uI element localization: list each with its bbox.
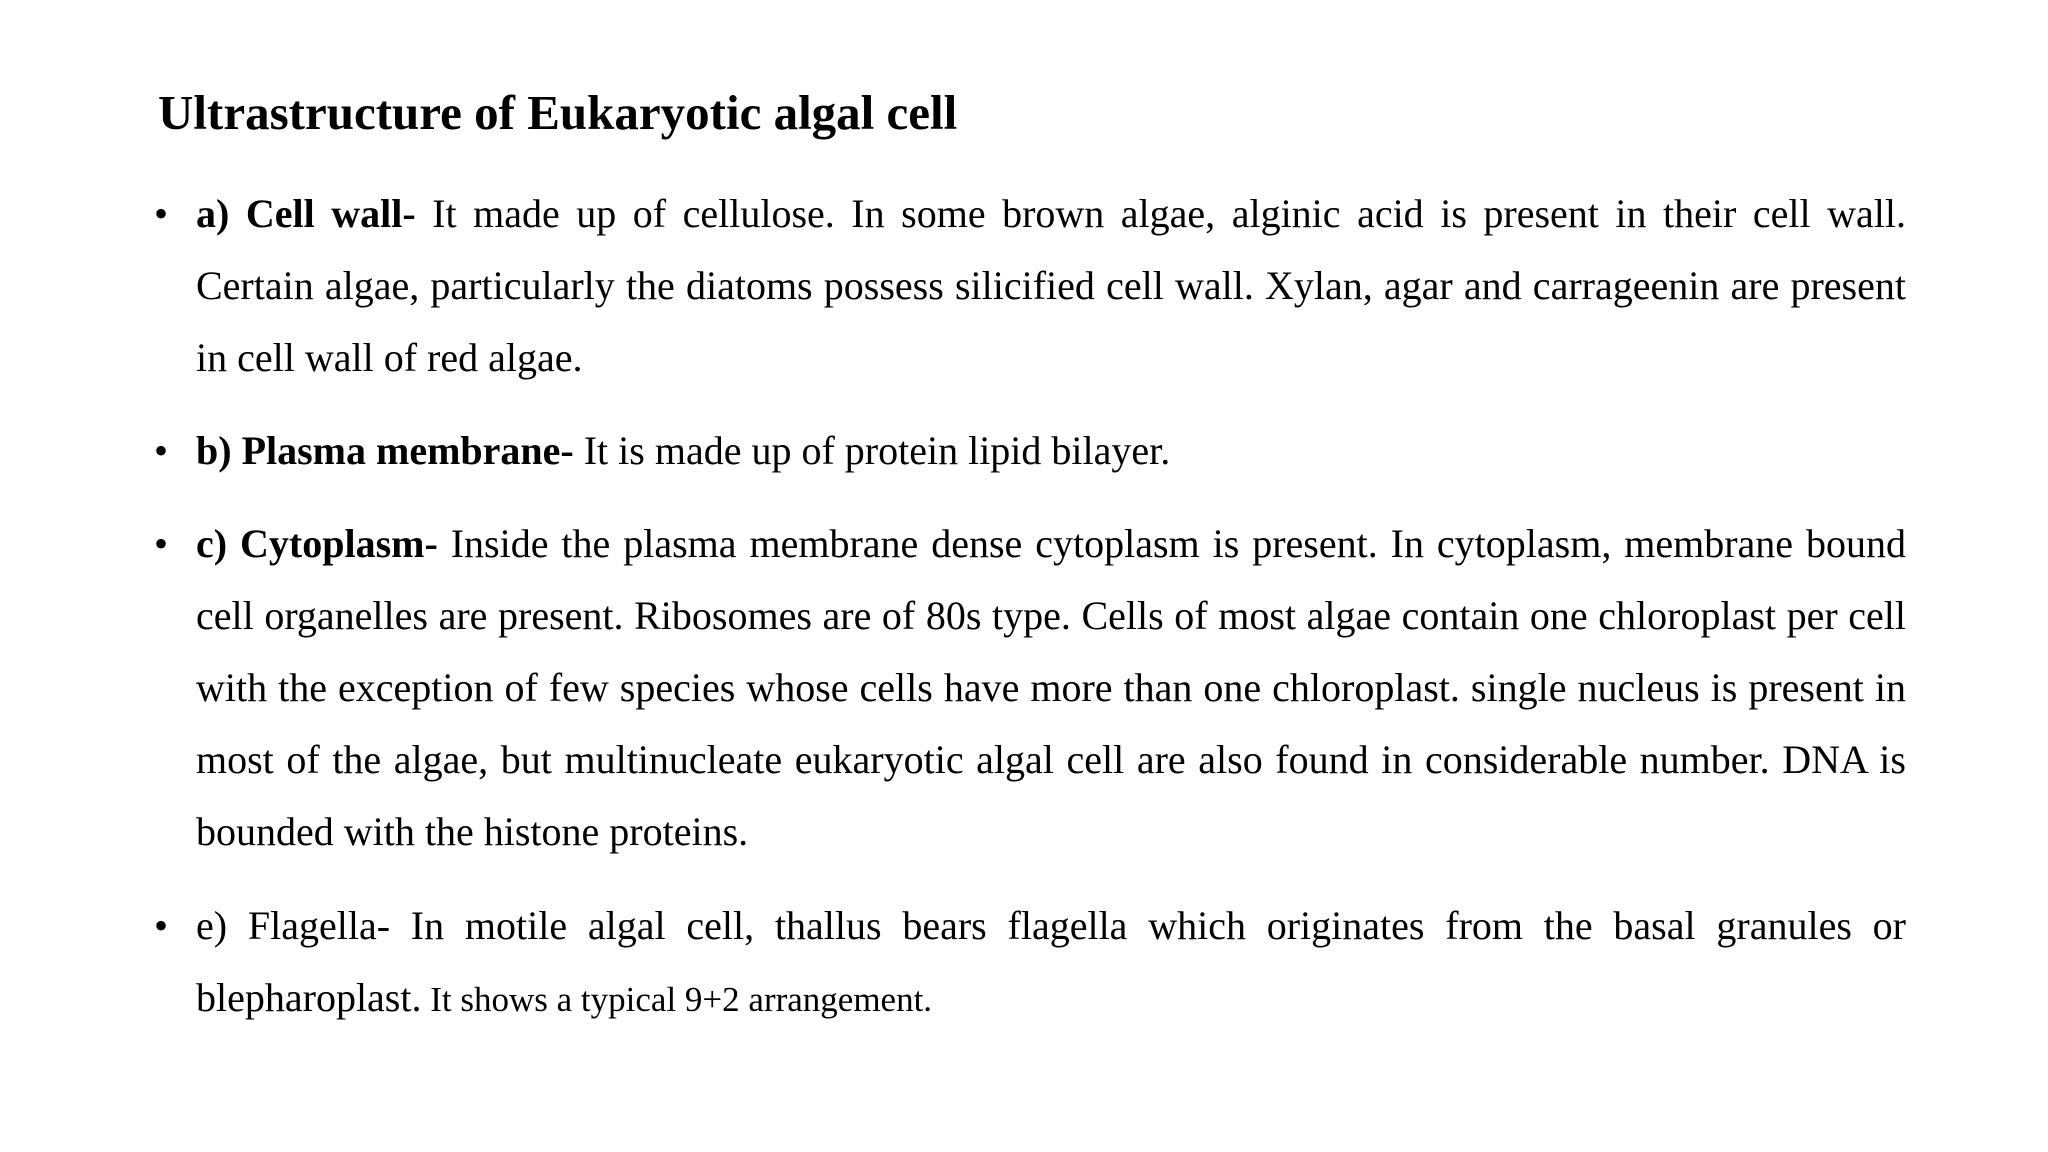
- bullet-dot: •: [154, 428, 169, 473]
- bullet-text: It is made up of protein lipid bilayer.: [573, 428, 1171, 473]
- bullet-heading: a) Cell wall-: [196, 191, 416, 236]
- bullet-dot: •: [154, 521, 169, 566]
- bullet-item-cell-wall: [154, 178, 1906, 394]
- bullet-heading: b) Plasma membrane-: [196, 428, 574, 473]
- bullet-item-plasma-membrane: [154, 415, 1906, 487]
- bullet-text: Inside the plasma membrane dense cytoplasm is present. In cytoplasm, membrane bound cell organelles are present. Ribosomes are of 80s type. Cells of most algae contain one chloroplast per cell with the exception of few species whose cells have more than one chloroplast. single nucleus is present in most of the algae, but multinucleate eukaryotic algal cell are also found in considerable number. DNA is bounded with the histone proteins.: [196, 521, 1906, 854]
- bullet-text-small: It shows a typical 9+2 arrangement.: [421, 980, 933, 1019]
- bullet-text: e) Flagella- In motile algal cell, thallus bears flagella which originates from the basal granules or blepharoplast.: [196, 903, 1906, 1020]
- bullet-dot: •: [154, 191, 169, 236]
- bullet-item-flagella: [154, 890, 1906, 1036]
- bullet-text: It made up of cellulose. In some brown algae, alginic acid is present in their cell wall. Certain algae, particularly the diatoms possess silicified cell wall. Xylan, agar and carrageenin are present in cell wall of red algae.: [196, 191, 1906, 380]
- slide-title: Ultrastructure of Eukaryotic algal cell: [158, 85, 958, 140]
- bullet-dot: •: [154, 903, 169, 948]
- bullet-heading: c) Cytoplasm-: [196, 521, 438, 566]
- bullet-item-cytoplasm: [154, 508, 1906, 868]
